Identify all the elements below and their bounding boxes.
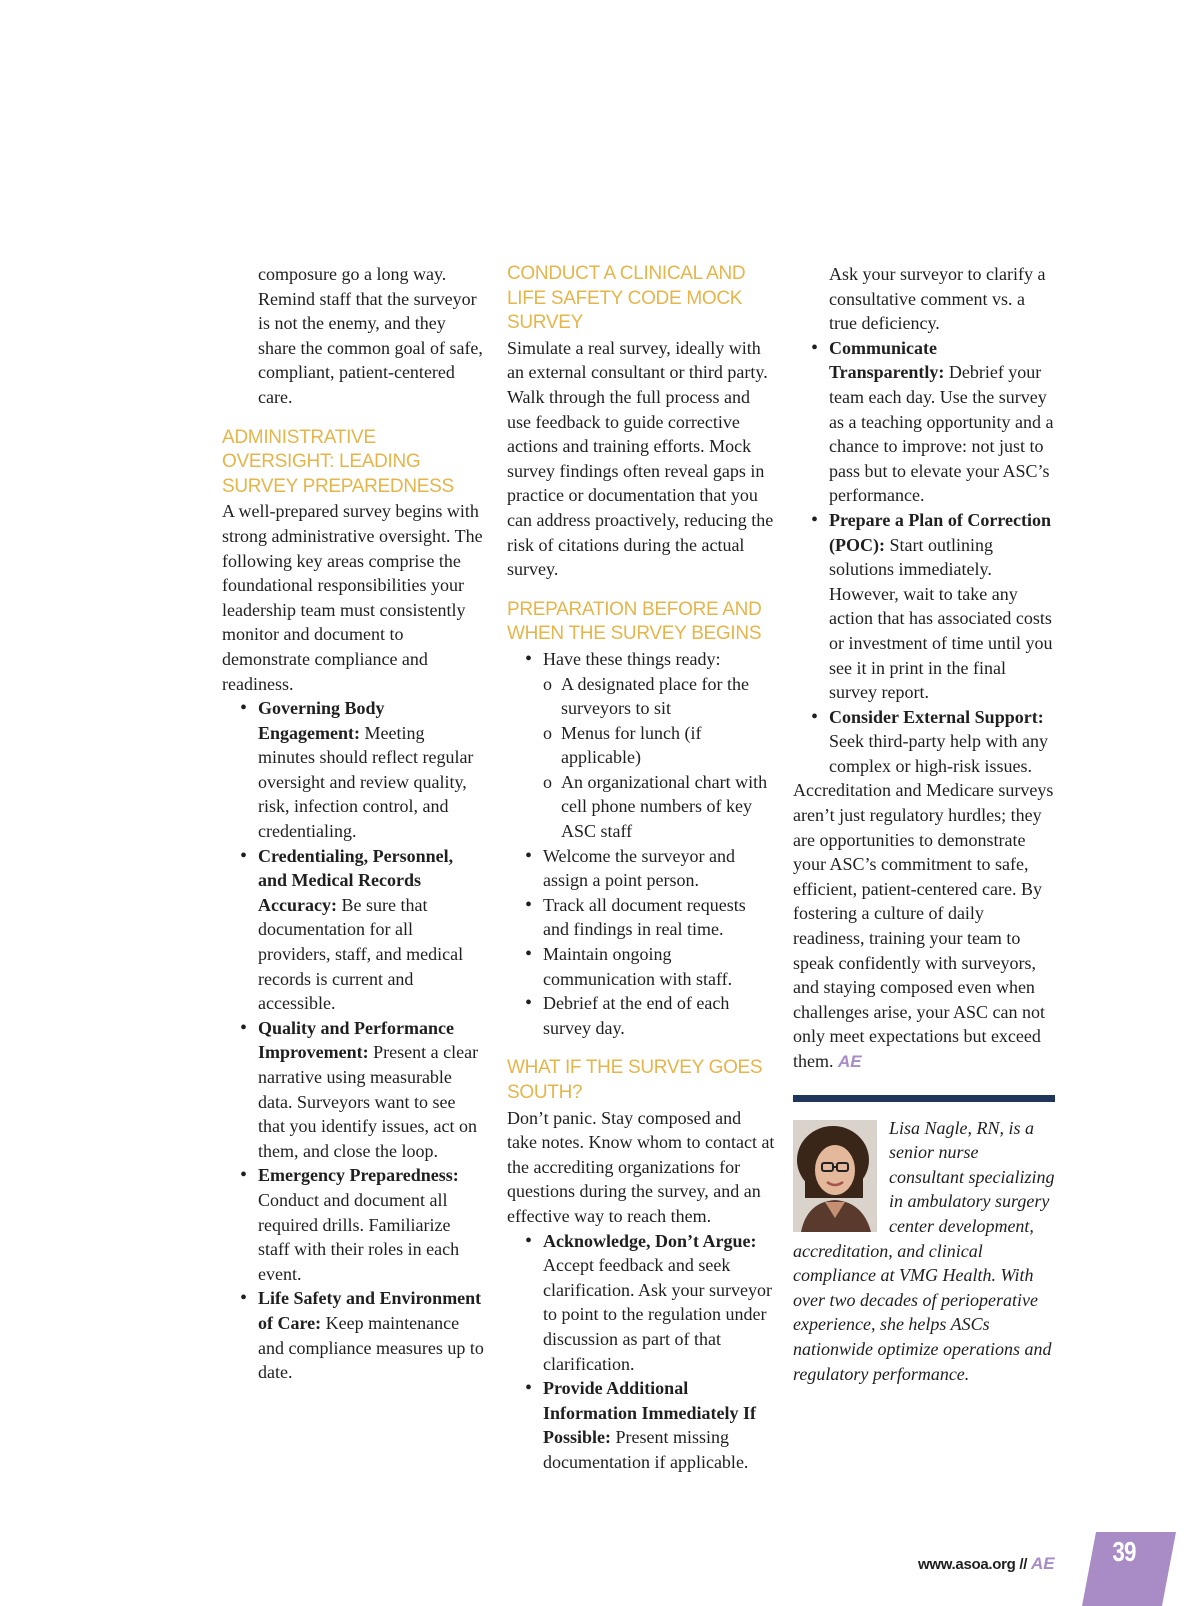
- list-item: [543, 647, 775, 844]
- list-item: [543, 1376, 775, 1474]
- sub-list-item: o An organizational chart with cell phone numbers of key ASC staff: [561, 770, 775, 844]
- preparation-sublist: [543, 672, 775, 844]
- bullet-term: Communicate Transparently:: [829, 337, 945, 383]
- mock-survey-heading: CONDUCT A CLINICAL AND LIFE SAFETY CODE MOCK SURVEY: [507, 263, 746, 334]
- bullet-text: Keep maintenance and compliance measures up to date.: [258, 1312, 484, 1383]
- list-item: [829, 508, 1055, 705]
- bullet-text: Start outlining solutions immediately. However, wait to take any action that has associated costs or investment of time until you see it in print in the final survey report.: [829, 534, 1053, 703]
- admin-oversight-list: [222, 696, 484, 1385]
- bullet-term: Life Safety and Environment of Care:: [258, 1288, 482, 1333]
- bullet-term: Governing Body Engagement:: [258, 698, 385, 743]
- list-item: • Welcome the surveyor and assign a point person.: [543, 844, 775, 893]
- bullet-text: Debrief your team each day. Use the survey as a teaching opportunity and a chance to improve: not just to pass but to elevate your ASC’s performance.: [829, 362, 1054, 506]
- list-item: [258, 1286, 484, 1384]
- author-bio: [793, 1116, 1055, 1387]
- bullet-continuation: Ask your surveyor to clarify a consultative comment vs. a true deficiency.: [829, 264, 1046, 334]
- bullet-text: Accept feedback and seek clarification. Ask your surveyor to point to the regulation under discussion as part of that clarification.: [543, 1255, 772, 1374]
- intro-continuation: composure go a long way. Remind staff that the surveyor is not the enemy, and they share the common goal of safe, compliant, patient-centered care.: [258, 264, 483, 407]
- bullet-text: Present missing documentation if applicable.: [543, 1427, 749, 1472]
- column-3: [793, 262, 1055, 1386]
- list-item: [258, 844, 484, 1016]
- bio-text: Lisa Nagle, RN, is a senior nurse consultant specializing in ambulatory surgery center development, accreditation, and clinical compliance at VMG Health. With over two decades of perioperative experience, she helps ASCs nationwide optimize operations and regulatory performance.: [793, 1117, 1055, 1384]
- sub-list-item: o Menus for lunch (if applicable): [561, 721, 775, 770]
- list-item: [258, 1016, 484, 1164]
- admin-oversight-heading: ADMINISTRATIVE OVERSIGHT: LEADING SURVEY PREPAREDNESS: [222, 426, 454, 497]
- preparation-list: [507, 647, 775, 1041]
- bullet-term: Quality and Performance Improvement:: [258, 1017, 454, 1063]
- list-item: • Track all document requests and findings in real time.: [543, 893, 775, 942]
- goes-south-heading: WHAT IF THE SURVEY GOES SOUTH?: [507, 1057, 763, 1103]
- bullet-term: Acknowledge, Don’t Argue:: [543, 1230, 757, 1251]
- bullet-text: Conduct and document all required drills. Familiarize staff with their roles in each event.: [258, 1189, 460, 1284]
- bullet-text: Seek third-party help with any complex or high-risk issues.: [829, 731, 1048, 776]
- bullet-text: Be sure that documentation for all providers, staff, and medical records is current and accessible.: [258, 894, 464, 1014]
- bullet-text: Meeting minutes should reflect regular oversight and review quality, risk, infection control, and credentialing.: [258, 722, 474, 842]
- list-item: • Maintain ongoing communication with staff.: [543, 942, 775, 991]
- footer-magazine-logo: AE: [1031, 1554, 1055, 1573]
- bullet-text: Present a clear narrative using measurable data. Surveyors want to see that you identify issues, act on them, and close the loop.: [258, 1042, 479, 1161]
- preparation-heading: PREPARATION BEFORE AND WHEN THE SURVEY BEGINS: [507, 598, 762, 645]
- goes-south-list: [507, 1229, 775, 1475]
- recommendations-list: [793, 336, 1055, 779]
- footer-url: [918, 1556, 1027, 1573]
- bio-divider: [793, 1095, 1055, 1102]
- mock-survey-text: Simulate a real survey, ideally with an external consultant or third party. Walk through the full process and use feedback to guide corrective actions and training efforts. Mock survey findings often reveal gaps in practice or documentation that you can address proactively, reducing the risk of citations during the actual survey.: [507, 337, 774, 580]
- column-2: [507, 262, 775, 1475]
- author-photo: [793, 1120, 877, 1232]
- page-number: 39: [1112, 1536, 1136, 1567]
- list-item: • Debrief at the end of each survey day.: [543, 991, 775, 1040]
- footer-separator: //: [1015, 1556, 1028, 1573]
- footer-url-text[interactable]: www.asoa.org: [918, 1556, 1016, 1573]
- closing-text: Accreditation and Medicare surveys aren’t just regulatory hurdles; they are opportunities to demonstrate your ASC’s commitment to safe, efficient, patient-centered care. By fostering a culture of daily readiness, training your team to speak confidently with surveyors, and staying composed even when challenges arise, your ASC can not only meet expectations but exceed them.: [793, 780, 1054, 1071]
- list-item: [543, 1229, 775, 1377]
- list-item: [829, 705, 1055, 779]
- sub-list-item: o A designated place for the surveyors to sit: [561, 672, 775, 721]
- list-item: [258, 696, 484, 844]
- admin-oversight-intro: A well-prepared survey begins with strong administrative oversight. The following key areas comprise the foundational responsibilities your leadership team must consistently monitor and document to demonstrate compliance and readiness.: [222, 501, 483, 694]
- bullet-text: Have these things ready:: [543, 648, 721, 669]
- closing-paragraph: [793, 778, 1055, 1074]
- list-item: [258, 1163, 484, 1286]
- goes-south-text: Don’t panic. Stay composed and take notes. Know whom to contact at the accrediting organizations for questions during the survey, and an effective way to reach them.: [507, 1107, 775, 1226]
- bullet-term: Prepare a Plan of Correction (POC):: [829, 509, 1051, 555]
- list-item: [829, 336, 1055, 508]
- bullet-term: Credentialing, Personnel, and Medical Records Accuracy:: [258, 845, 454, 915]
- bullet-term: Consider External Support:: [829, 706, 1044, 727]
- bullet-term: Emergency Preparedness:: [258, 1165, 459, 1186]
- column-1: [222, 262, 484, 1385]
- end-mark-logo: AE: [838, 1052, 862, 1071]
- bullet-term: Provide Additional Information Immediately If Possible:: [543, 1378, 756, 1448]
